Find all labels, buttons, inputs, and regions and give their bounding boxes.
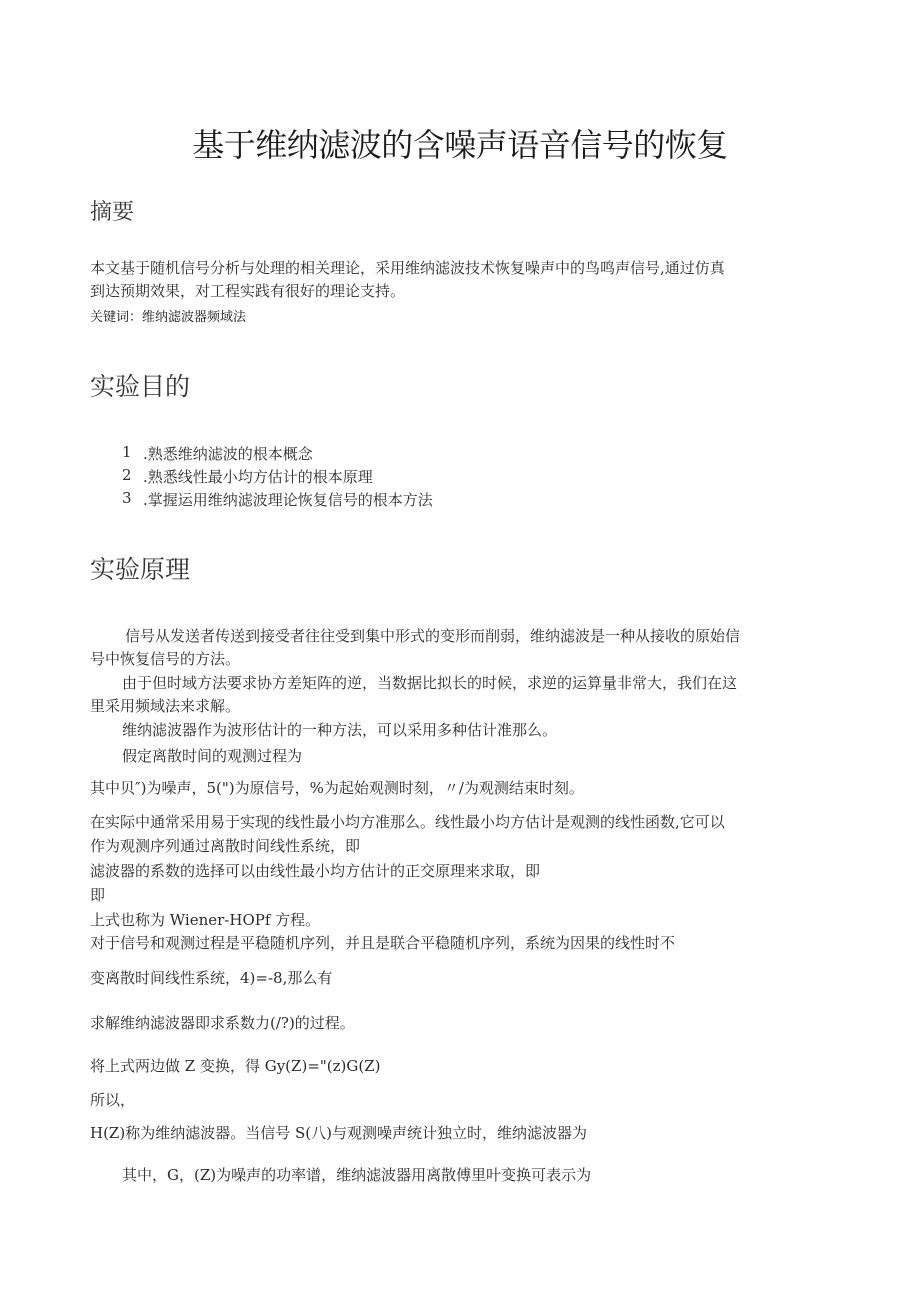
purpose-heading: 实验目的 [90, 372, 191, 401]
principle-line: 对于信号和观测过程是平稳随机序列，并且是联合平稳随机序列，系统为因果的线性时不 [90, 934, 676, 952]
document-title: 基于维纳滤波的含噪声语音信号的恢复 [192, 126, 728, 164]
principle-line: 由于但时域方法要求协方差矩阵的逆，当数据比拟长的时候，求逆的运算量非常大，我们在这 [122, 674, 738, 692]
principle-line: 将上式两边做 Z 变换，得 Gy(Z)="(z)G(Z) [90, 1057, 381, 1075]
purpose-item-number: 2 [122, 466, 132, 484]
purpose-item-text: .熟悉线性最小均方估计的根本原理 [143, 468, 373, 486]
principle-line: 其中贝″)为噪声，5(")为原信号，%为起始观测时刻，〃/为观测结束时刻。 [90, 779, 584, 797]
abstract-line-2: 到达预期效果，对工程实践有很好的理论支持。 [90, 282, 406, 300]
principle-line: 信号从发送者传送到接受者往往受到集中形式的变形而削弱，维纳滤波是一种从接收的原始信 [125, 627, 741, 645]
principle-line: H(Z)称为维纳滤波器。当信号 S(八)与观测噪声统计独立时，维纳滤波器为 [90, 1124, 587, 1142]
principle-line: 滤波器的系数的选择可以由线性最小均方估计的正交原理来求取，即 [90, 862, 541, 880]
principle-line: 维纳滤波器作为波形估计的一种方法，可以采用多种估计准那么。 [122, 721, 558, 739]
principle-line: 变离散时间线性系统，4)=-8,那么有 [90, 969, 333, 987]
abstract-line-1: 本文基于随机信号分析与处理的相关理论，采用维纳滤波技术恢复噪声中的鸟鸣声信号,通过仿真 [90, 259, 725, 277]
principle-line: 在实际中通常采用易于实现的线性最小均方准那么。线性最小均方估计是观测的线性函数,它可以 [90, 813, 725, 831]
principle-line: 其中，G，(Z)为噪声的功率谱，维纳滤波器用离散傅里叶变换可表示为 [122, 1166, 592, 1184]
principle-line: 里采用频域法来求解。 [90, 697, 241, 715]
purpose-item-number: 3 [122, 489, 132, 507]
keywords: 关键词：维纳滤波器频域法 [90, 310, 247, 325]
principle-line: 即 [90, 886, 106, 904]
purpose-item-text: .熟悉维纳滤波的根本概念 [143, 445, 313, 463]
purpose-item-text: .掌握运用维纳滤波理论恢复信号的根本方法 [143, 491, 433, 509]
principle-line: 上式也称为 Wiener-HOPf 方程。 [90, 911, 321, 929]
principle-line: 所以， [90, 1091, 136, 1109]
purpose-item-number: 1 [122, 443, 132, 461]
principle-line: 作为观测序列通过离散时间线性系统，即 [90, 837, 361, 855]
principle-line: 假定离散时间的观测过程为 [122, 747, 303, 765]
abstract-heading: 摘要 [90, 200, 135, 225]
principle-line: 号中恢复信号的方法。 [90, 650, 241, 668]
principle-heading: 实验原理 [90, 555, 191, 584]
principle-line: 求解维纳滤波器即求系数力(/?)的过程。 [90, 1014, 355, 1032]
